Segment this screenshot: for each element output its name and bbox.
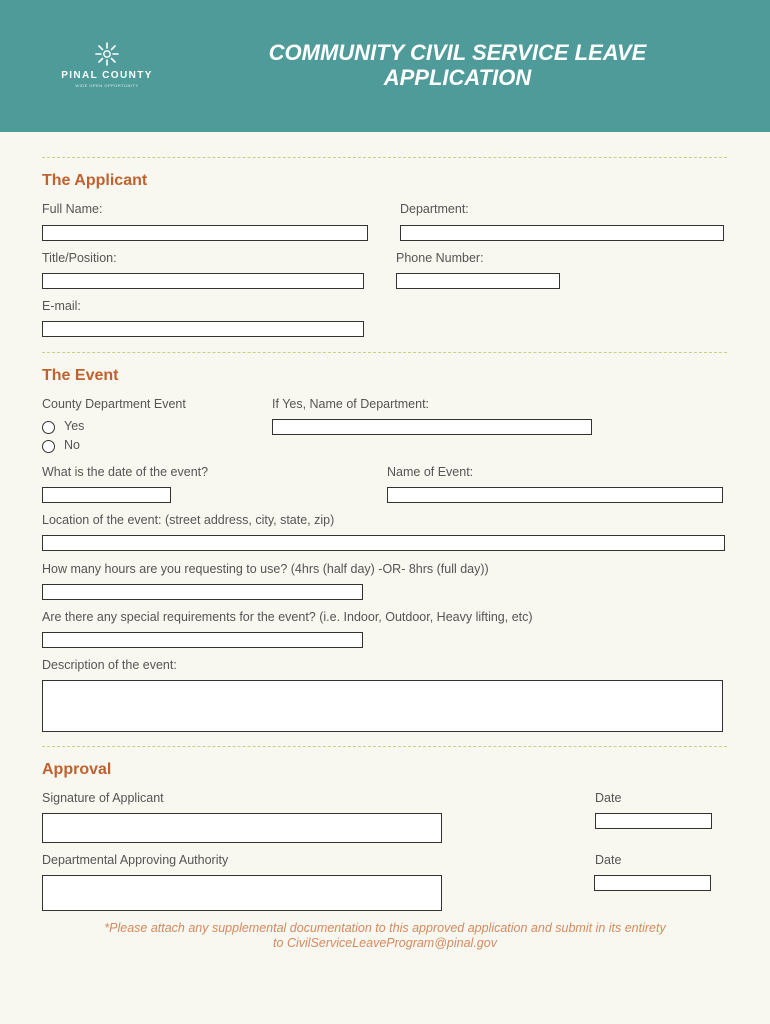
no-radio[interactable] — [42, 440, 55, 453]
pinal-county-sun-logo-icon — [93, 42, 121, 66]
event-description-label: Description of the event: — [42, 658, 177, 672]
county-event-label: County Department Event — [42, 397, 186, 411]
authority-date-field[interactable] — [594, 875, 711, 891]
signature-date-field[interactable] — [595, 813, 712, 829]
section-heading-approval: Approval — [42, 761, 112, 778]
logo-name: PINAL COUNTY — [61, 70, 153, 81]
department-label: Department: — [400, 202, 469, 216]
header-banner — [0, 0, 770, 132]
full-name-field[interactable] — [42, 225, 368, 241]
title-position-field[interactable] — [42, 273, 364, 289]
email-field[interactable] — [42, 321, 364, 337]
submission-note — [40, 921, 730, 951]
dept-name-field[interactable] — [272, 419, 592, 435]
event-location-field[interactable] — [42, 535, 725, 551]
email-label: E-mail: — [42, 299, 81, 313]
signature-label: Signature of Applicant — [42, 791, 164, 805]
event-name-label: Name of Event: — [387, 465, 474, 479]
section-heading-event: The Event — [42, 367, 119, 384]
hours-requested-label: How many hours are you requesting to use? (4hrs (half day) -OR- 8hrs (full day)) — [42, 562, 489, 576]
section-heading-applicant: The Applicant — [42, 172, 148, 189]
approving-authority-field[interactable] — [42, 875, 442, 911]
department-field[interactable] — [400, 225, 724, 241]
yes-radio[interactable] — [42, 421, 55, 434]
divider-applicant — [42, 352, 727, 353]
special-requirements-field[interactable] — [42, 632, 363, 648]
submission-note-line-2: to CivilServiceLeaveProgram@pinal.gov — [273, 936, 497, 950]
pinal-county-logo — [48, 42, 166, 88]
phone-number-label: Phone Number: — [396, 251, 484, 265]
event-description-field[interactable] — [42, 680, 723, 732]
event-date-field[interactable] — [42, 487, 171, 503]
divider-event — [42, 746, 727, 747]
phone-number-field[interactable] — [396, 273, 560, 289]
logo-tagline: WIDE OPEN OPPORTUNITY — [75, 83, 139, 88]
approving-authority-label: Departmental Approving Authority — [42, 853, 229, 867]
hours-requested-field[interactable] — [42, 584, 363, 600]
divider-top — [42, 157, 727, 158]
submission-note-line-1: *Please attach any supplemental documentation to this approved application and submit in its entirety — [104, 921, 666, 935]
signature-date-label: Date — [595, 791, 622, 805]
page-title — [200, 40, 715, 90]
dept-name-label: If Yes, Name of Department: — [272, 397, 430, 411]
title-line-2: APPLICATION — [383, 65, 532, 90]
title-position-label: Title/Position: — [42, 251, 117, 265]
event-location-label: Location of the event: (street address, city, state, zip) — [42, 513, 335, 527]
authority-date-label: Date — [595, 853, 622, 867]
no-label: No — [64, 438, 80, 452]
title-line-1: COMMUNITY CIVIL SERVICE LEAVE — [268, 40, 647, 65]
event-name-field[interactable] — [387, 487, 723, 503]
full-name-label: Full Name: — [42, 202, 103, 216]
signature-field[interactable] — [42, 813, 442, 843]
special-requirements-label: Are there any special requirements for the event? (i.e. Indoor, Outdoor, Heavy lifting, etc) — [42, 610, 533, 624]
event-date-label: What is the date of the event? — [42, 465, 209, 479]
yes-label: Yes — [64, 419, 85, 433]
